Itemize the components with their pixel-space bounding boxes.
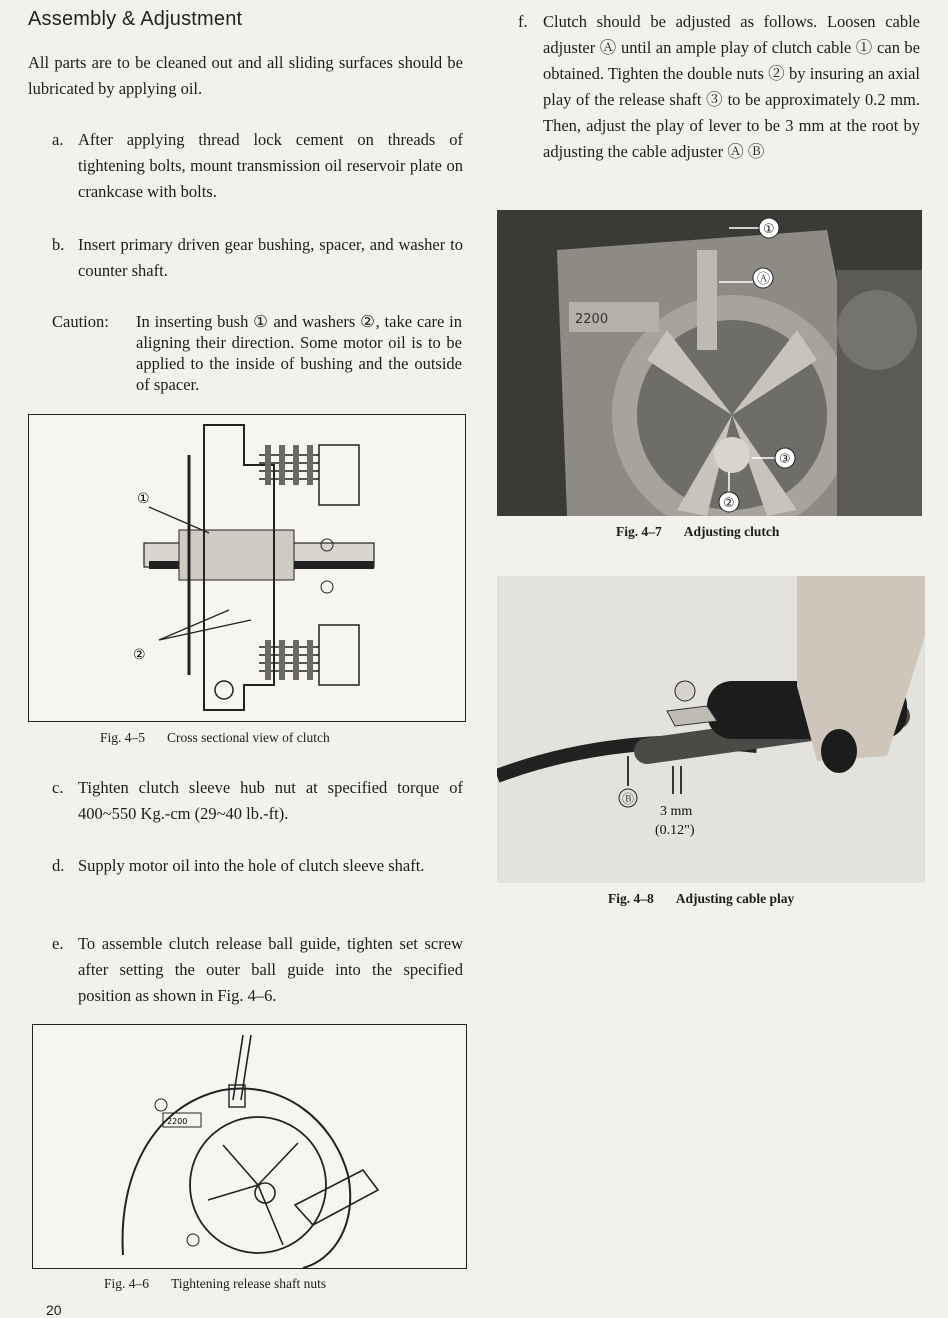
clutch-cross-section-drawing [29, 415, 465, 721]
fig-4-5-title: Cross sectional view of clutch [167, 730, 330, 745]
fig47-callout-a: Ⓐ [757, 272, 771, 287]
step-a-marker: a. [52, 130, 64, 149]
fig-4-8-number: Fig. 4–8 [608, 891, 654, 906]
step-c-marker: c. [52, 778, 64, 797]
fig-4-6-number: Fig. 4–6 [104, 1276, 150, 1291]
fig48-callout-b: Ⓑ [622, 792, 635, 806]
fig45-callout-2: ② [133, 647, 146, 663]
fig-4-5-number: Fig. 4–5 [100, 730, 146, 745]
caution-text: In inserting bush ① and washers ②, take care in aligning their direction. Some motor oil is to be applied to the inside of bushing and the outside of spacer. [136, 312, 462, 394]
step-b-text: Insert primary driven gear bushing, spacer, and washer to counter shaft. [78, 235, 463, 280]
figure-4-5-frame [28, 414, 466, 722]
intro-paragraph: All parts are to be cleaned out and all sliding surfaces should be lubricated by applying oil. [28, 53, 463, 98]
step-b-marker: b. [52, 235, 65, 254]
figure-4-8-photo [497, 576, 925, 883]
caution-label: Caution: [52, 312, 109, 331]
fig46-casing-stamp: 2200 [167, 1117, 188, 1126]
page-number: 20 [46, 1302, 62, 1318]
step-d-marker: d. [52, 856, 65, 875]
step-f-text: Clutch should be adjusted as follows. Loosen cable adjuster Ⓐ until an ample play of clutch cable ① can be obtained. Tighten the double nuts ② by insuring an axial play of the release shaft ③ to be approximately 0.2 mm. Then, adjust the play of lever to be 3 mm at the root by adjusting the cable adjuster Ⓐ Ⓑ [543, 12, 920, 161]
fig47-callout-2: ② [723, 496, 735, 511]
step-f-marker: f. [518, 12, 528, 31]
fig-4-7-number: Fig. 4–7 [616, 524, 662, 539]
release-shaft-drawing [33, 1025, 466, 1268]
fig-4-8-title: Adjusting cable play [675, 891, 795, 906]
fig-4-7-caption [616, 524, 779, 540]
step-d-text: Supply motor oil into the hole of clutch sleeve shaft. [78, 856, 425, 875]
step-e-text: To assemble clutch release ball guide, tighten set screw after setting the outer ball guide into the specified position as shown in Fig. 4–6. [78, 934, 463, 1005]
fig-4-7-title: Adjusting clutch [683, 524, 780, 539]
section-heading: Assembly & Adjustment [28, 8, 243, 30]
fig-4-6-title: Tightening release shaft nuts [171, 1276, 327, 1291]
fig48-dim-mm: 3 mm [660, 804, 693, 819]
fig47-casing-stamp: 2200 [575, 312, 609, 327]
figure-4-6-frame [32, 1024, 467, 1269]
clutch-cover-photo [497, 210, 922, 516]
step-e-marker: e. [52, 934, 64, 953]
fig47-callout-3: ③ [779, 452, 791, 467]
step-a-text: After applying thread lock cement on threads of tightening bolts, mount transmission oil reservoir plate on crankcase with bolts. [78, 130, 463, 201]
lever-cable-photo [497, 576, 925, 883]
fig-4-6-caption [104, 1276, 326, 1292]
figure-4-7-photo [497, 210, 922, 516]
step-c-text: Tighten clutch sleeve hub nut at specified torque of 400~550 Kg.-cm (29~40 lb.-ft). [78, 778, 463, 823]
fig-4-5-caption [100, 730, 330, 746]
fig48-dim-in: (0.12") [655, 823, 695, 838]
fig47-callout-1: ① [763, 222, 775, 237]
fig45-callout-1: ① [137, 491, 150, 507]
fig-4-8-caption [608, 891, 794, 907]
